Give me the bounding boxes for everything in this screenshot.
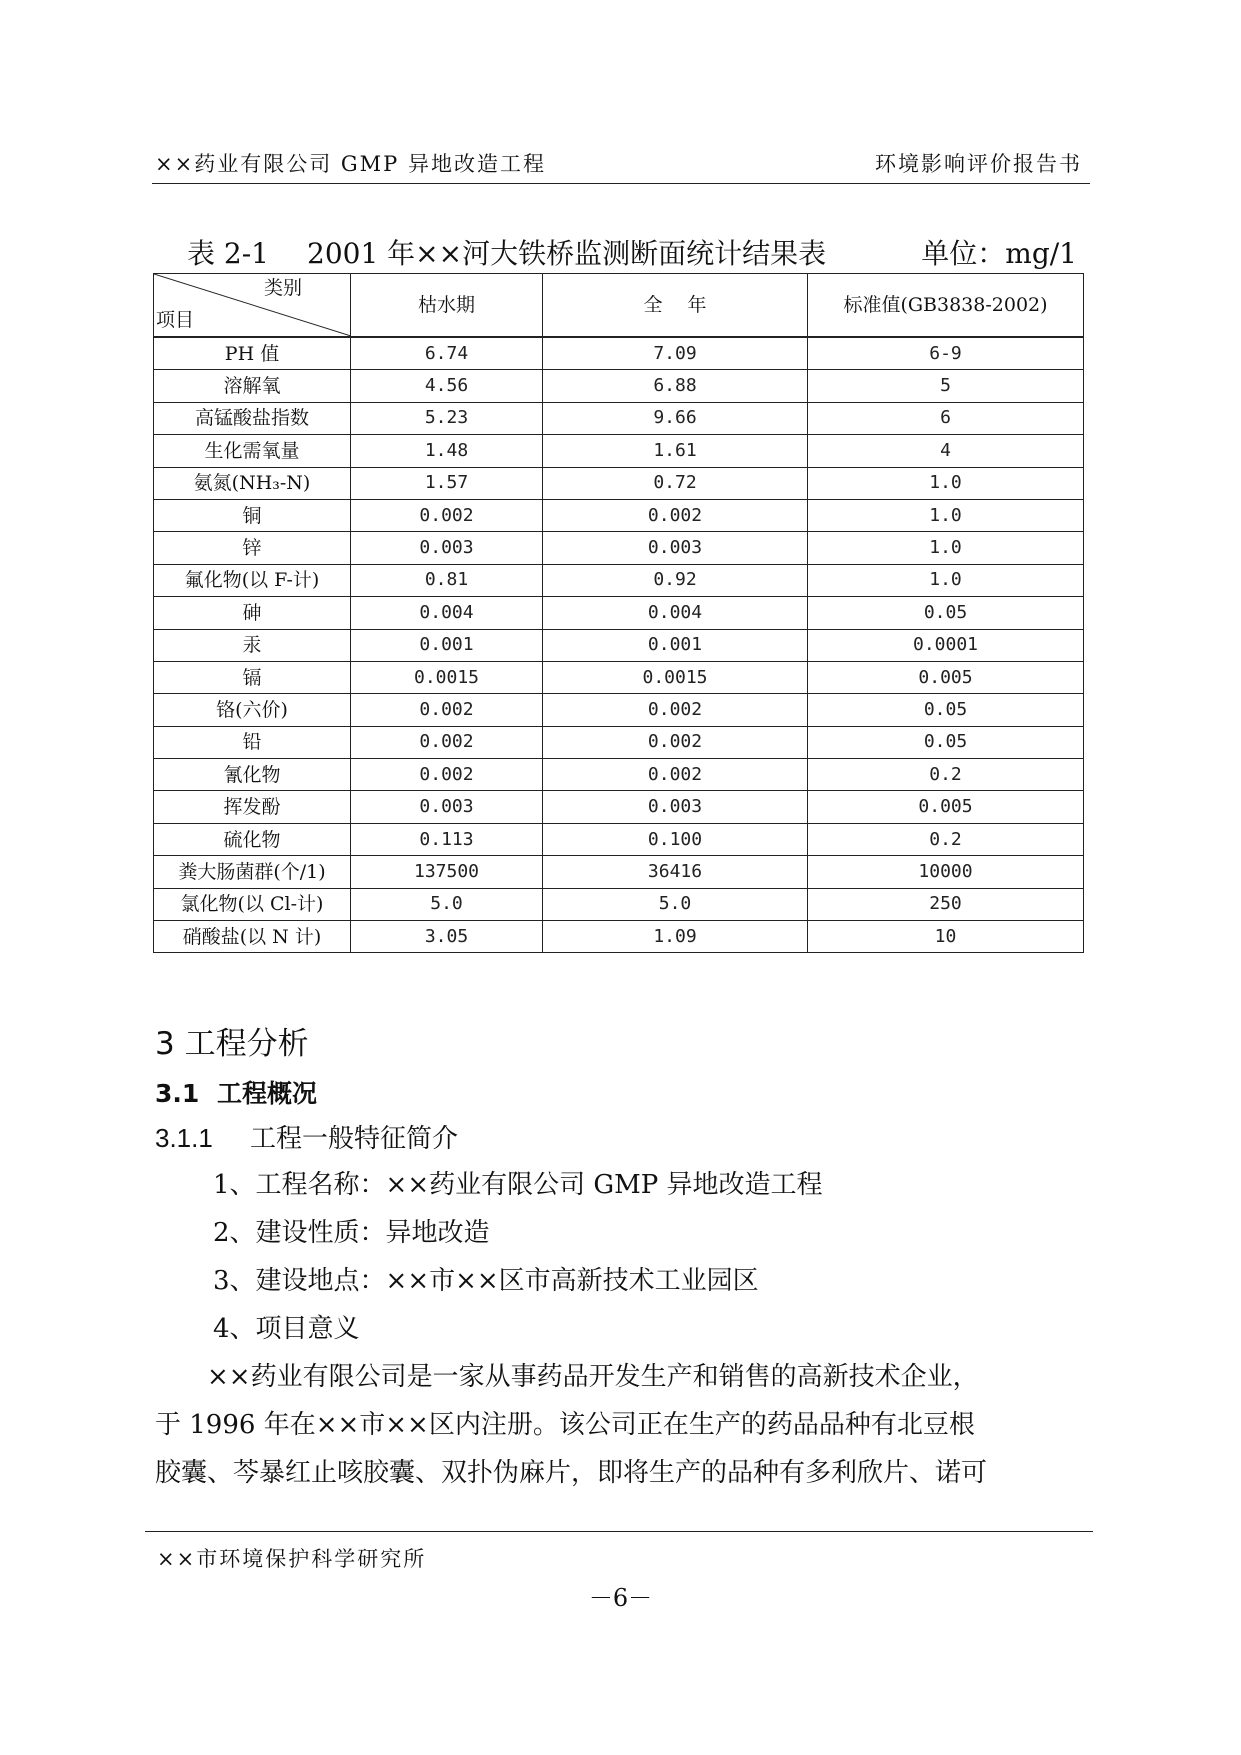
list-item: 4、项目意义 bbox=[213, 1314, 360, 1344]
page-number: －6－ bbox=[588, 1584, 653, 1612]
row-item-cell: 硫化物 bbox=[154, 823, 351, 855]
row-item-cell: 氰化物 bbox=[154, 759, 351, 791]
subsection-number: 3.1 bbox=[155, 1079, 200, 1108]
full-year-value-cell: 0.100 bbox=[543, 823, 808, 855]
table-row bbox=[154, 435, 1084, 467]
row-item-cell: 氯化物(以 Cl-计) bbox=[154, 888, 351, 920]
row-item-cell: 溶解氧 bbox=[154, 370, 351, 402]
standard-value-cell: 4 bbox=[808, 435, 1084, 467]
row-item-cell: 铬(六价) bbox=[154, 694, 351, 726]
row-item-cell: 汞 bbox=[154, 629, 351, 661]
table-row bbox=[154, 629, 1084, 661]
footer-divider bbox=[145, 1531, 1093, 1532]
table-row bbox=[154, 888, 1084, 920]
table-row bbox=[154, 759, 1084, 791]
table-row bbox=[154, 467, 1084, 499]
standard-value-cell: 1.0 bbox=[808, 564, 1084, 596]
row-item-cell: 硝酸盐(以 N 计) bbox=[154, 921, 351, 953]
row-item-cell: 氨氮(NH₃-N) bbox=[154, 467, 351, 499]
dry-season-value-cell: 137500 bbox=[351, 856, 543, 888]
standard-value-cell: 0.05 bbox=[808, 694, 1084, 726]
row-item-cell: 粪大肠菌群(个/1) bbox=[154, 856, 351, 888]
full-year-value-cell: 7.09 bbox=[543, 337, 808, 370]
table-row bbox=[154, 791, 1084, 823]
full-year-value-cell: 9.66 bbox=[543, 402, 808, 434]
corner-item-label: 项目 bbox=[156, 309, 195, 331]
subsubsection-title: 工程一般特征简介 bbox=[250, 1123, 459, 1153]
table-corner-header bbox=[154, 274, 351, 338]
header-project-title: ××药业有限公司 GMP 异地改造工程 bbox=[155, 152, 546, 176]
table-row bbox=[154, 370, 1084, 402]
dry-season-value-cell: 0.002 bbox=[351, 499, 543, 531]
standard-value-cell: 1.0 bbox=[808, 467, 1084, 499]
column-header-standard: 标准值(GB3838-2002) bbox=[808, 274, 1084, 338]
standard-value-cell: 1.0 bbox=[808, 532, 1084, 564]
row-item-cell: 生化需氧量 bbox=[154, 435, 351, 467]
dry-season-value-cell: 0.003 bbox=[351, 791, 543, 823]
table-row bbox=[154, 694, 1084, 726]
standard-value-cell: 0.2 bbox=[808, 823, 1084, 855]
paragraph-line: 于 1996 年在××市××区内注册。该公司正在生产的药品品种有北豆根 bbox=[155, 1410, 975, 1440]
dry-season-value-cell: 5.0 bbox=[351, 888, 543, 920]
dry-season-value-cell: 0.003 bbox=[351, 532, 543, 564]
row-item-cell: 锌 bbox=[154, 532, 351, 564]
table-row bbox=[154, 402, 1084, 434]
full-year-value-cell: 0.0015 bbox=[543, 661, 808, 693]
subsubsection-heading bbox=[155, 1118, 458, 1155]
dry-season-value-cell: 0.0015 bbox=[351, 661, 543, 693]
dry-season-value-cell: 0.002 bbox=[351, 694, 543, 726]
header-report-title: 环境影响评价报告书 bbox=[875, 152, 1082, 176]
row-item-cell: 镉 bbox=[154, 661, 351, 693]
full-year-value-cell: 6.88 bbox=[543, 370, 808, 402]
standard-value-cell: 0.0001 bbox=[808, 629, 1084, 661]
list-item: 3、建设地点：××市××区市高新技术工业园区 bbox=[213, 1266, 759, 1296]
dry-season-value-cell: 0.004 bbox=[351, 597, 543, 629]
standard-value-cell: 10 bbox=[808, 921, 1084, 953]
full-year-value-cell: 0.002 bbox=[543, 759, 808, 791]
column-header-dry-season: 枯水期 bbox=[351, 274, 543, 338]
full-year-value-cell: 0.003 bbox=[543, 532, 808, 564]
row-item-cell: 高锰酸盐指数 bbox=[154, 402, 351, 434]
full-year-value-cell: 0.002 bbox=[543, 694, 808, 726]
table-row bbox=[154, 564, 1084, 596]
subsection-title: 工程概况 bbox=[217, 1079, 318, 1108]
table-body bbox=[154, 337, 1084, 953]
dry-season-value-cell: 0.81 bbox=[351, 564, 543, 596]
table-row bbox=[154, 856, 1084, 888]
standard-value-cell: 0.005 bbox=[808, 661, 1084, 693]
table-title: 2001 年××河大铁桥监测断面统计结果表 bbox=[307, 237, 827, 270]
full-year-value-cell: 36416 bbox=[543, 856, 808, 888]
full-year-value-cell: 5.0 bbox=[543, 888, 808, 920]
subsection-heading bbox=[155, 1074, 317, 1110]
footer-organization: ××市环境保护科学研究所 bbox=[157, 1547, 427, 1571]
full-year-value-cell: 1.09 bbox=[543, 921, 808, 953]
row-item-cell: 铜 bbox=[154, 499, 351, 531]
section-heading: 3 工程分析 bbox=[155, 1026, 309, 1062]
table-row bbox=[154, 726, 1084, 758]
full-year-value-cell: 0.004 bbox=[543, 597, 808, 629]
list-item: 2、建设性质：异地改造 bbox=[213, 1218, 490, 1248]
dry-season-value-cell: 0.002 bbox=[351, 759, 543, 791]
header-divider bbox=[152, 183, 1090, 184]
full-year-value-cell: 0.72 bbox=[543, 467, 808, 499]
paragraph-line: ××药业有限公司是一家从事药品开发生产和销售的高新技术企业， bbox=[155, 1362, 979, 1392]
standard-value-cell: 6 bbox=[808, 402, 1084, 434]
standard-value-cell: 0.05 bbox=[808, 597, 1084, 629]
dry-season-value-cell: 5.23 bbox=[351, 402, 543, 434]
table-unit: 单位：mg/1 bbox=[921, 237, 1077, 270]
table-row bbox=[154, 597, 1084, 629]
table-row bbox=[154, 532, 1084, 564]
dry-season-value-cell: 3.05 bbox=[351, 921, 543, 953]
dry-season-value-cell: 6.74 bbox=[351, 337, 543, 370]
dry-season-value-cell: 0.002 bbox=[351, 726, 543, 758]
standard-value-cell: 1.0 bbox=[808, 499, 1084, 531]
full-year-value-cell: 0.002 bbox=[543, 726, 808, 758]
full-year-value-cell: 0.003 bbox=[543, 791, 808, 823]
full-year-value-cell: 1.61 bbox=[543, 435, 808, 467]
row-item-cell: 挥发酚 bbox=[154, 791, 351, 823]
dry-season-value-cell: 0.001 bbox=[351, 629, 543, 661]
table-row bbox=[154, 823, 1084, 855]
full-year-value-cell: 0.002 bbox=[543, 499, 808, 531]
dry-season-value-cell: 1.48 bbox=[351, 435, 543, 467]
row-item-cell: PH 值 bbox=[154, 337, 351, 370]
full-year-value-cell: 0.001 bbox=[543, 629, 808, 661]
list-item: 1、工程名称：××药业有限公司 GMP 异地改造工程 bbox=[213, 1170, 823, 1200]
standard-value-cell: 250 bbox=[808, 888, 1084, 920]
column-header-full-year: 全 年 bbox=[543, 274, 808, 338]
table-row bbox=[154, 921, 1084, 953]
table-number: 表 2-1 bbox=[187, 237, 269, 270]
row-item-cell: 砷 bbox=[154, 597, 351, 629]
standard-value-cell: 5 bbox=[808, 370, 1084, 402]
dry-season-value-cell: 1.57 bbox=[351, 467, 543, 499]
table-row bbox=[154, 337, 1084, 370]
standard-value-cell: 0.05 bbox=[808, 726, 1084, 758]
table-row bbox=[154, 661, 1084, 693]
table-row bbox=[154, 499, 1084, 531]
standard-value-cell: 0.005 bbox=[808, 791, 1084, 823]
paragraph-line: 胶囊、芩暴红止咳胶囊、双扑伪麻片，即将生产的品种有多利欣片、诺可 bbox=[155, 1458, 988, 1488]
standard-value-cell: 6-9 bbox=[808, 337, 1084, 370]
dry-season-value-cell: 4.56 bbox=[351, 370, 543, 402]
corner-category-label: 类别 bbox=[263, 277, 302, 299]
row-item-cell: 氟化物(以 F-计) bbox=[154, 564, 351, 596]
row-item-cell: 铅 bbox=[154, 726, 351, 758]
standard-value-cell: 10000 bbox=[808, 856, 1084, 888]
standard-value-cell: 0.2 bbox=[808, 759, 1084, 791]
full-year-value-cell: 0.92 bbox=[543, 564, 808, 596]
dry-season-value-cell: 0.113 bbox=[351, 823, 543, 855]
monitoring-results-table bbox=[153, 273, 1084, 953]
subsubsection-number: 3.1.1 bbox=[155, 1123, 213, 1153]
